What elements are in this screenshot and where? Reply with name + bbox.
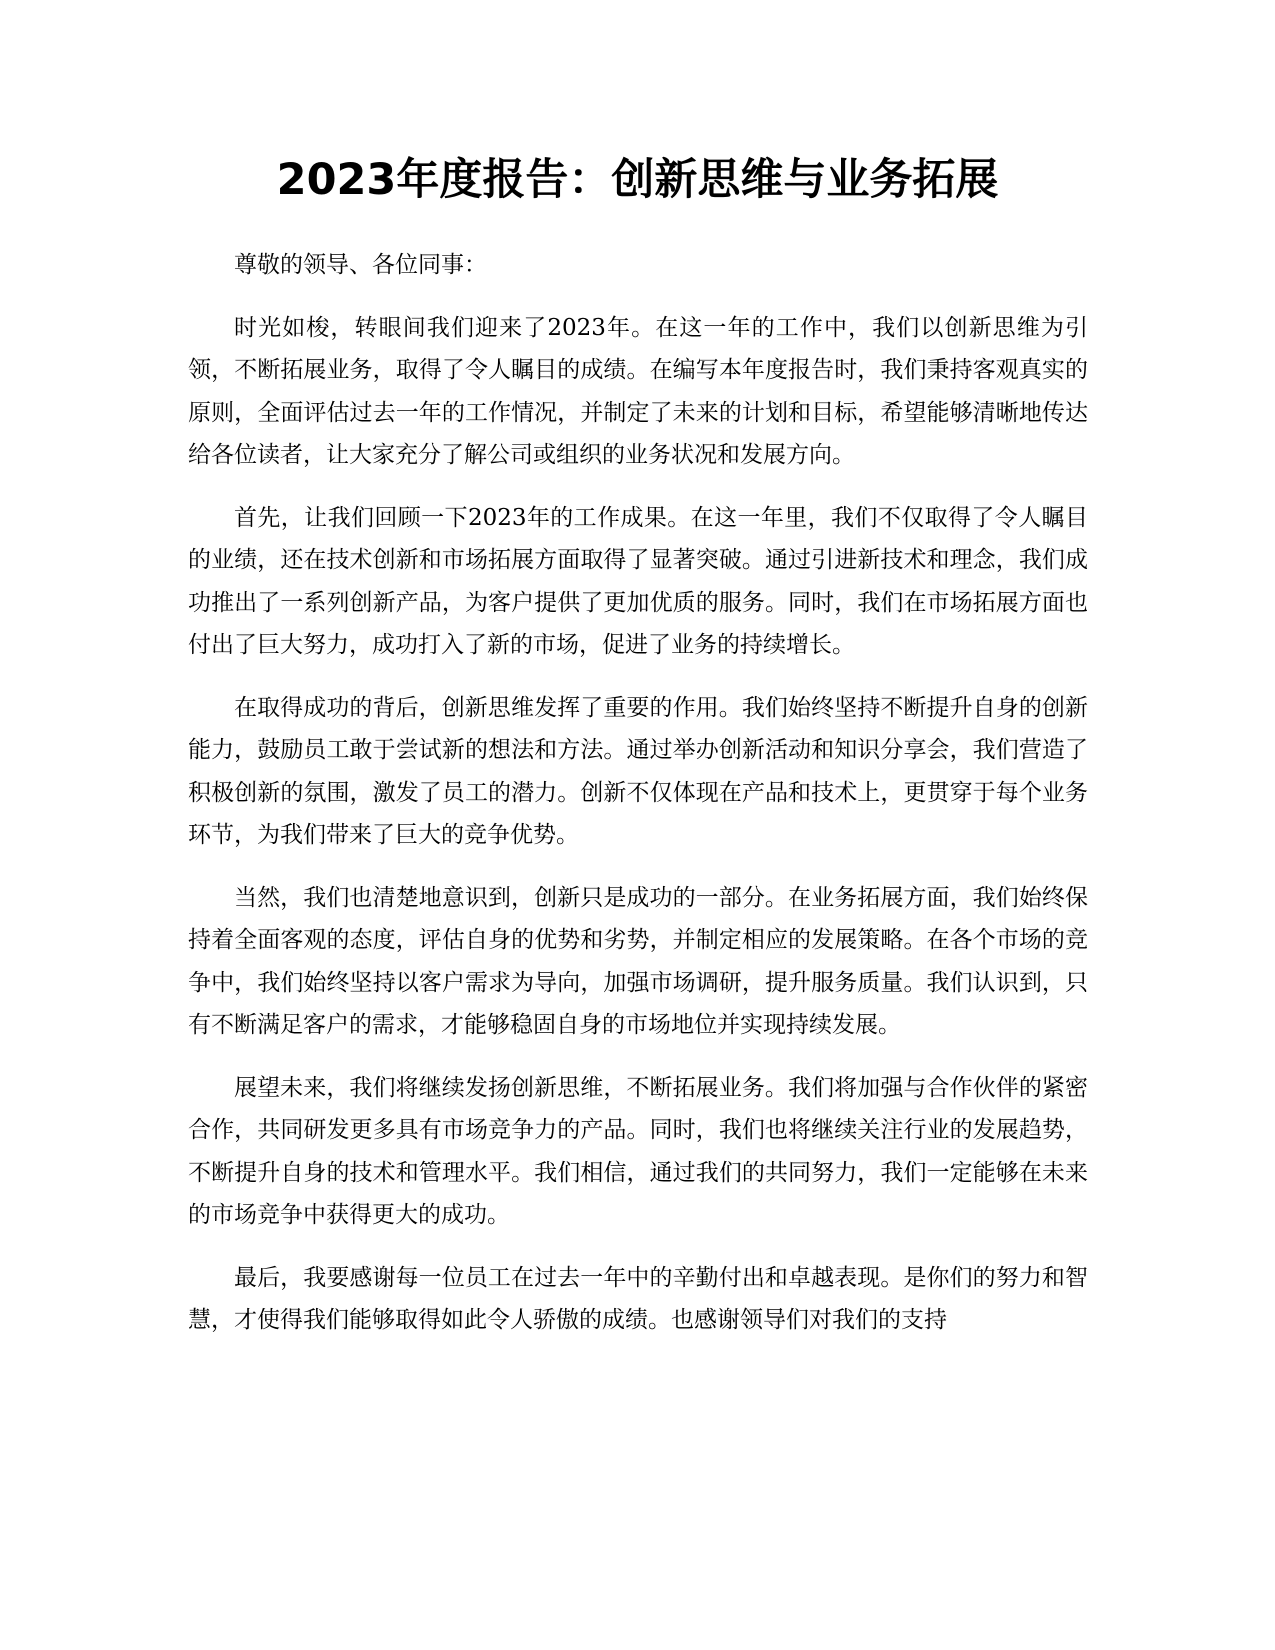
- paragraph-intro: 时光如梭，转眼间我们迎来了2023年。在这一年的工作中，我们以创新思维为引领，不断拓展业务，取得了令人瞩目的成绩。在编写本年度报告时，我们秉持客观真实的原则，全面评估过去一年的工作情况，并制定了未来的计划和目标，希望能够清晰地传达给各位读者，让大家充分了解公司或组织的业务状况和发展方向。: [188, 314, 1088, 468]
- paragraph-business-expansion: 当然，我们也清楚地意识到，创新只是成功的一部分。在业务拓展方面，我们始终保持着全面客观的态度，评估自身的优势和劣势，并制定相应的发展策略。在各个市场的竞争中，我们始终坚持以客户需求为导向，加强市场调研，提升服务质量。我们认识到，只有不断满足客户的需求，才能够稳固自身的市场地位并实现持续发展。: [188, 884, 1088, 1038]
- document-title: 2023年度报告：创新思维与业务拓展: [276, 155, 999, 205]
- salutation: 尊敬的领导、各位同事：: [234, 252, 487, 278]
- paragraph-outlook: 展望未来，我们将继续发扬创新思维，不断拓展业务。我们将加强与合作伙伴的紧密合作，共同研发更多具有市场竞争力的产品。同时，我们也将继续关注行业的发展趋势，不断提升自身的技术和管理水平。我们相信，通过我们的共同努力，我们一定能够在未来的市场竞争中获得更大的成功。: [188, 1074, 1088, 1228]
- paragraph-thanks: 最后，我要感谢每一位员工在过去一年中的辛勤付出和卓越表现。是你们的努力和智慧，才使得我们能够取得如此令人骄傲的成绩。也感谢领导们对我们的支持: [188, 1264, 1088, 1333]
- paragraph-innovation: 在取得成功的背后，创新思维发挥了重要的作用。我们始终坚持不断提升自身的创新能力，鼓励员工敢于尝试新的想法和方法。通过举办创新活动和知识分享会，我们营造了积极创新的氛围，激发了员工的潜力。创新不仅体现在产品和技术上，更贯穿于每个业务环节，为我们带来了巨大的竞争优势。: [188, 694, 1088, 848]
- document-body: [188, 244, 1088, 1362]
- paragraph-achievements: 首先，让我们回顾一下2023年的工作成果。在这一年里，我们不仅取得了令人瞩目的业绩，还在技术创新和市场拓展方面取得了显著突破。通过引进新技术和理念，我们成功推出了一系列创新产品，为客户提供了更加优质的服务。同时，我们在市场拓展方面也付出了巨大努力，成功打入了新的市场，促进了业务的持续增长。: [188, 504, 1088, 658]
